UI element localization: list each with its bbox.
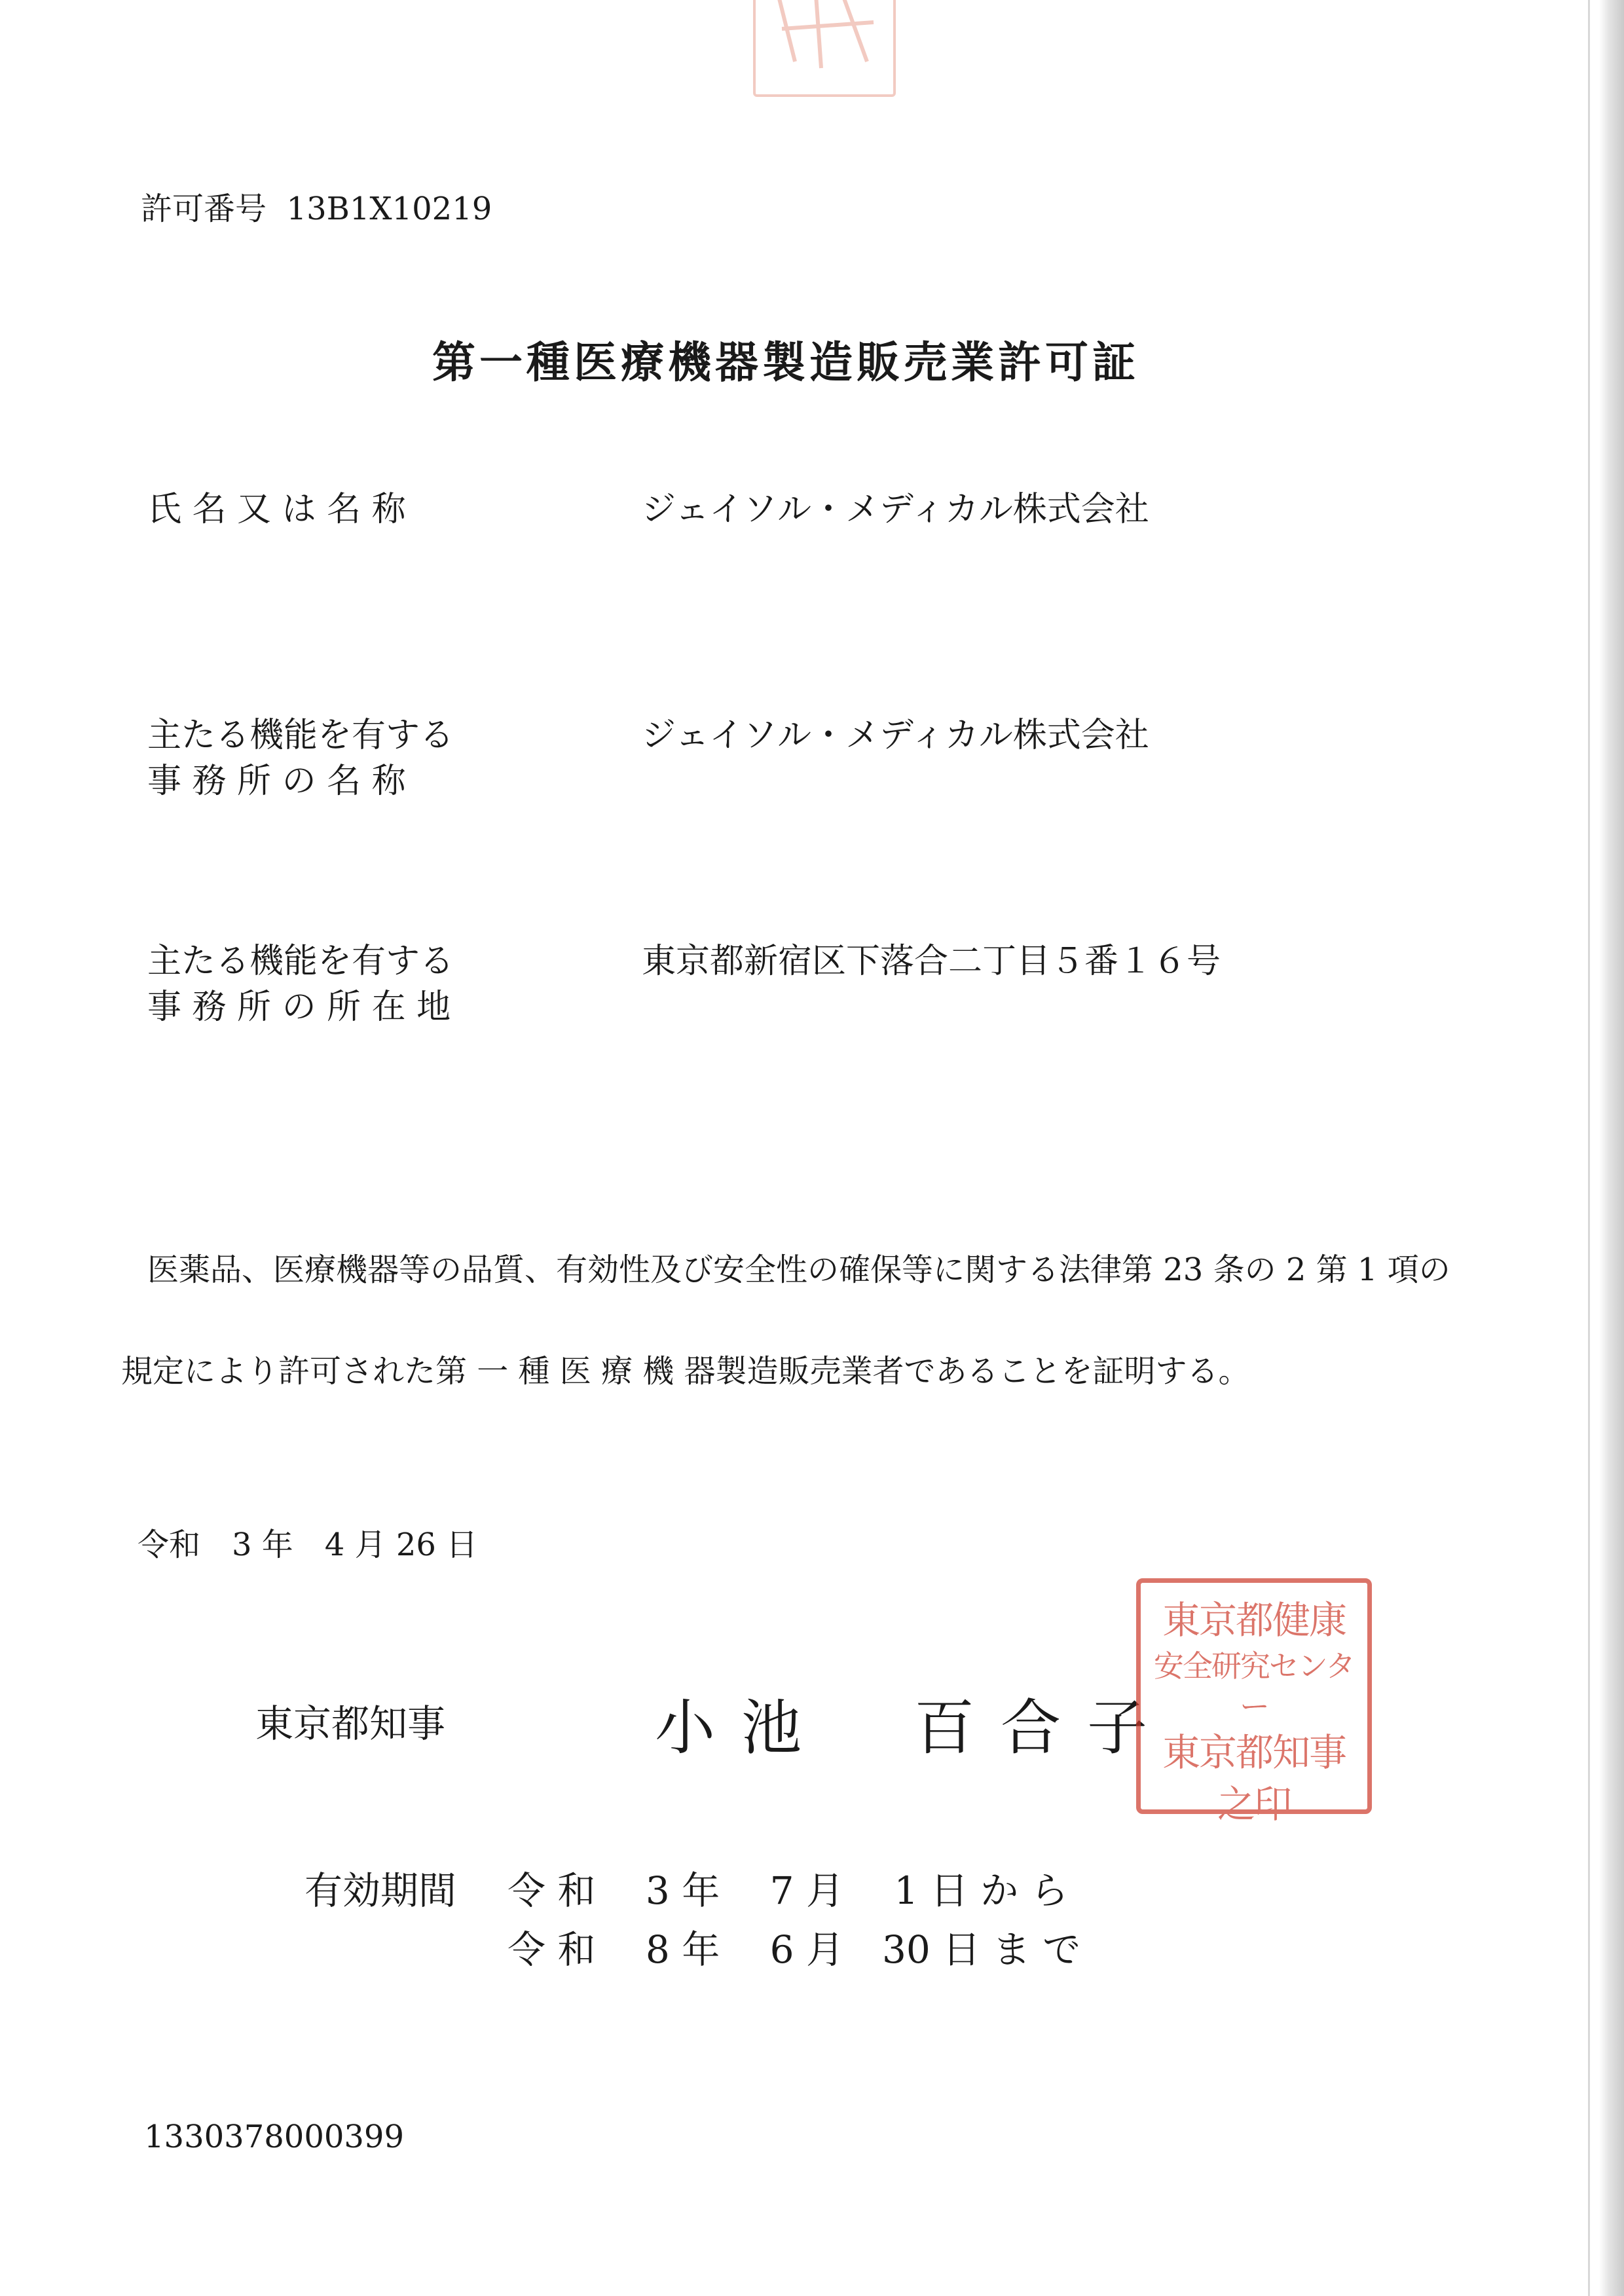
field-value-name: ジェイソル・メディカル株式会社	[642, 490, 1149, 529]
validity-label: 有効期間	[304, 1868, 457, 1913]
page-edge-shadow	[1599, 0, 1624, 2296]
field-label-office-address-1: 主たる機能を有する	[147, 942, 454, 981]
seal-text-4: 之印	[1217, 1781, 1291, 1826]
footer-code: 1330378000399	[144, 2119, 405, 2155]
seal-stamp-icon	[756, 0, 893, 94]
validity-to: 令 和 8 年 6 月 30 日 ま で	[507, 1927, 1081, 1972]
certification-line-1: 医薬品、医療機器等の品質、有効性及び安全性の確保等に関する法律第 23 条の 2 第 1 項の	[147, 1251, 1450, 1288]
seal-text-2: 安全研究センター	[1153, 1648, 1355, 1725]
seal-text-3: 東京都知事	[1162, 1730, 1346, 1775]
validity-from: 令 和 3 年 7 月 1 日 か ら	[507, 1868, 1069, 1913]
issuer-signature-name: 小池 百合子	[655, 1693, 1174, 1763]
seal-text-1: 東京都健康	[1162, 1598, 1346, 1642]
field-label-office-name-1: 主たる機能を有する	[147, 716, 454, 755]
permit-number-value: 13B1X10219	[286, 191, 492, 227]
field-label-name: 氏 名 又 は 名 称	[147, 490, 406, 529]
certification-line-2: 規定により許可された第 一 種 医 療 機 器製造販売業者であることを証明する。	[121, 1353, 1250, 1390]
official-seal	[1136, 1578, 1372, 1826]
field-value-office-name: ジェイソル・メディカル株式会社	[642, 716, 1149, 755]
field-label-office-name-2: 事 務 所 の 名 称	[147, 762, 406, 801]
issuer-title: 東京都知事	[255, 1701, 446, 1746]
permit-number-label: 許可番号	[141, 191, 267, 227]
document-title: 第一種医療機器製造販売業許可証	[432, 337, 1139, 388]
page-edge-line	[1588, 0, 1590, 2296]
field-value-office-address: 東京都新宿区下落合二丁目５番１６号	[642, 942, 1221, 981]
issue-date: 令和 3 年 4 月 26 日	[138, 1527, 478, 1563]
permit-number-line	[141, 183, 492, 229]
top-partial-seal	[753, 0, 896, 97]
field-label-office-address-2: 事 務 所 の 所 在 地	[147, 988, 451, 1027]
